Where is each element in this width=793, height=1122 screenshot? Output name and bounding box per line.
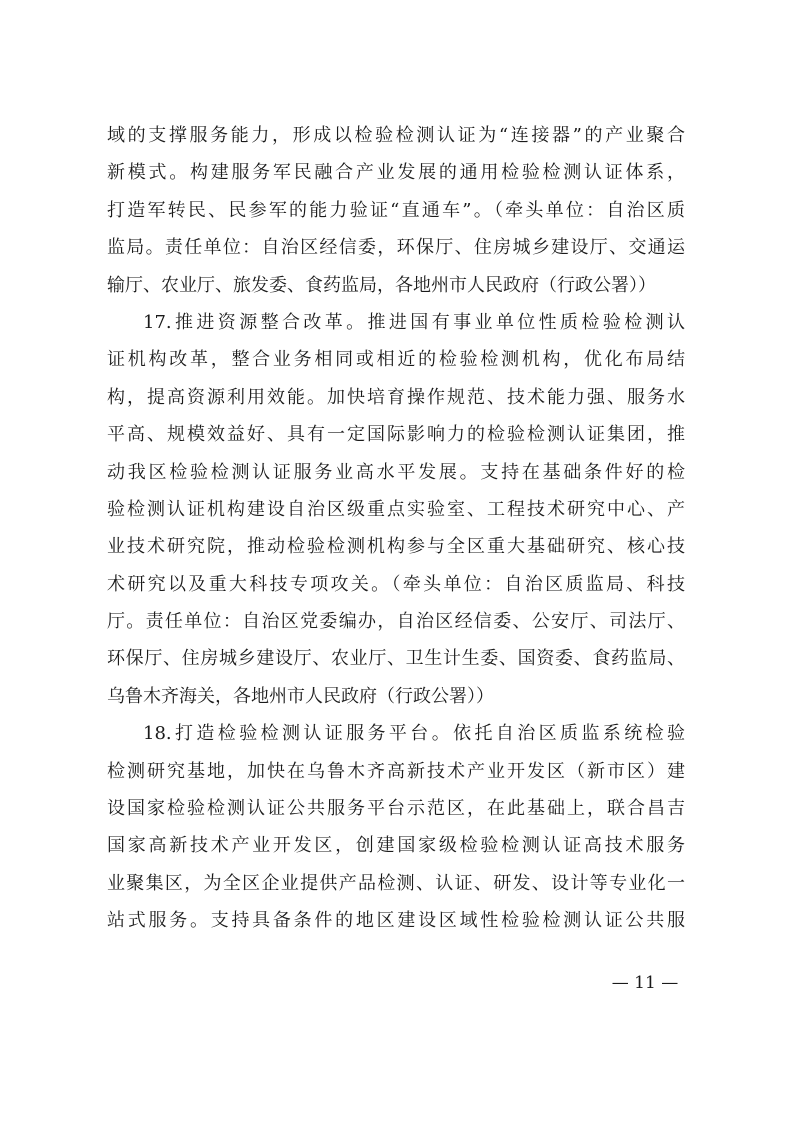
text-line: 厅。责任单位：自治区党委编办，自治区经信委、公安厅、司法厅、 (107, 611, 685, 633)
text-line: 乌鲁木齐海关，各地州市人民政府（行政公署）） (107, 685, 494, 707)
item-17-heading-line: 17.推进资源整合改革。推进国有事业单位性质检验检测认 (143, 311, 685, 333)
text-line: 域的支撑服务能力，形成以检验检测认证为“连接器”的产业聚合 (107, 125, 685, 146)
text-line: 输厅、农业厅、旅发委、食药监局，各地州市人民政府（行政公署）） (107, 274, 656, 296)
item-18-heading-line: 18.打造检验检测认证服务平台。依托自治区质监系统检验 (143, 723, 685, 745)
text-line: 国家高新技术产业开发区，创建国家级检验检测认证高技术服务 (107, 835, 685, 857)
body-text (107, 117, 685, 940)
text-line: 站式服务。支持具备条件的地区建设区域性检验检测认证公共服 (107, 910, 685, 932)
text-line: 构，提高资源利用效能。加快培育操作规范、技术能力强、服务水 (107, 386, 685, 408)
text-line: 监局。责任单位：自治区经信委，环保厅、住房城乡建设厅、交通运 (107, 237, 685, 259)
text-line: 证机构改革，整合业务相同或相近的检验检测机构，优化布局结 (107, 349, 685, 371)
text-line: 动我区检验检测认证服务业高水平发展。支持在基础条件好的检 (107, 461, 685, 483)
text-line: 设国家检验检测认证公共服务平台示范区，在此基础上，联合昌吉 (107, 798, 685, 820)
text-line: 术研究以及重大科技专项攻关。（牵头单位：自治区质监局、科技 (107, 573, 685, 595)
text-line: 平高、规模效益好、具有一定国际影响力的检验检测认证集团，推 (107, 424, 685, 446)
text-line: 业聚集区，为全区企业提供产品检测、认证、研发、设计等专业化一 (107, 872, 685, 894)
text-line: 检测研究基地，加快在乌鲁木齐高新技术产业开发区（新市区）建 (107, 760, 685, 782)
text-line: 环保厅、住房城乡建设厅、农业厅、卫生计生委、国资委、食药监局、 (107, 648, 685, 670)
page-number: — 11 — (611, 973, 679, 993)
text-line: 打造军转民、民参军的能力验证“直通车”。（牵头单位：自治区质 (107, 199, 685, 221)
text-line: 新模式。构建服务军民融合产业发展的通用检验检测认证体系， (107, 162, 685, 184)
text-line: 验检测认证机构建设自治区级重点实验室、工程技术研究中心、产 (107, 498, 685, 520)
text-line: 业技术研究院，推动检验检测机构参与全区重大基础研究、核心技 (107, 536, 685, 558)
